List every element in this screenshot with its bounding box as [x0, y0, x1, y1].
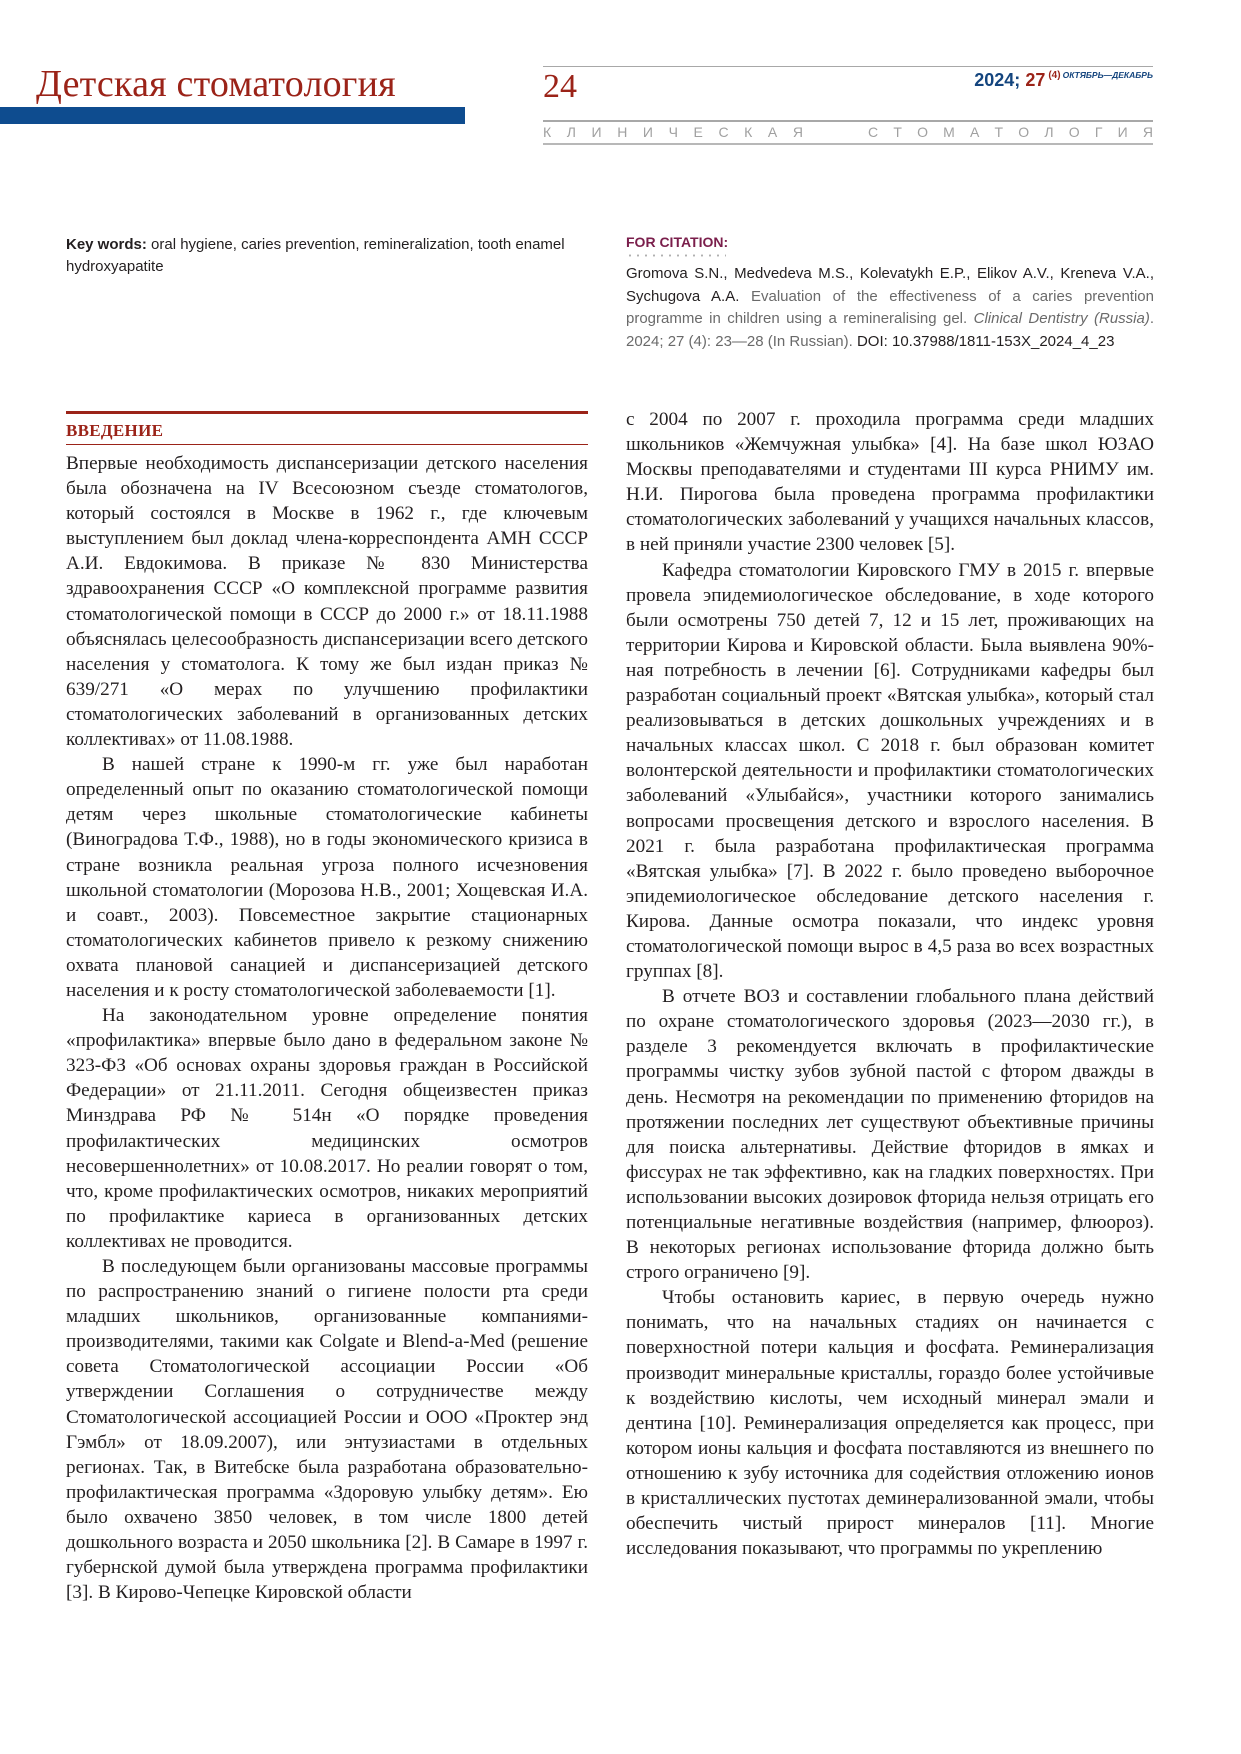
paragraph: В отчете ВОЗ и составлении глобального плана действий по охране стоматологического здоровья (2023—2030 гг.), в разделе 3 рекомендуется включать в профилактические программы чистку зубов зубной пастой с фтором дважды в день. Несмотря на рекомендации по применению фторидов на протяжении последних лет существуют объективные причины для поиска альтернативы. Действие фторидов в ямках и фиссурах не так эффективно, как на гладких поверхностях. При использовании высоких дозировок фторида нельзя отрицать его потенциальные негативные воздействия (например, флюороз). В некоторых регионах использование фторида должно быть строго ограничено [9]. [626, 986, 1154, 1284]
body-column-left [66, 451, 588, 1605]
brand-bar [0, 107, 465, 124]
running-head-right [868, 124, 1153, 140]
rh-letter: И [1117, 124, 1128, 140]
citation-authors: Gromova S.N., Medvedeva M.S., Kolevatykh E.P., Elikov A.V., Kreneva V.A., Sychugova A.A. [626, 265, 1154, 305]
rh-letter: Н [617, 124, 628, 140]
issue-year: 2024; [974, 70, 1021, 90]
rh-letter: Л [1044, 124, 1054, 140]
paragraph: В последующем были организованы массовые программы по распространению знаний о гигиене полости рта среди младших школьников, организованные компаниями-производителями, такими как Colgate и Blend-a-Med (решение совета Стоматологической ассоциации России «Об утверждении Соглашения о сотрудничестве между Стоматологической ассоциацией России и ООО «Проктер энд Гэмбл» от 18.09.2007), или энтузиастами в отдельных регионах. Так, в Витебске была разработана образовательно-профилактическая программа «Здоровую улыбку детям». Ею было охвачено 3850 человек, в том числе 1800 детей дошкольного возраста и 2050 школьника [2]. В Самаре в 1997 г. губернской думой была утверждена программа профилактики [3]. В Кирово-Чепецке Кировской области [66, 1256, 588, 1604]
section-rule [66, 411, 588, 414]
paragraph: с 2004 по 2007 г. проходила программа среди младших школьников «Жемчужная улыбка» [4]. На базе школ ЮЗАО Москвы преподавателями и студентами III курса РНИМУ им. Н.И. Пирогова была проведена программа профилактики стоматологических заболеваний у учащихся начальных классов, в ней приняли участие 2300 человек [5]. [626, 409, 1154, 556]
journal-title: Детская стоматология [36, 63, 396, 105]
running-head [543, 124, 1153, 140]
rh-letter: Я [1142, 124, 1153, 140]
rh-letter: О [1018, 124, 1030, 140]
rh-letter: О [917, 124, 928, 140]
keywords [66, 234, 596, 278]
rh-letter: Т [893, 124, 902, 140]
rh-letter: Е [693, 124, 703, 140]
page-number: 24 [543, 68, 577, 105]
citation-title: Evaluation of the effectiveness of a caries prevention programme in children using a remineralising gel. [626, 287, 1154, 327]
rh-letter: Т [994, 124, 1004, 140]
keywords-text: oral hygiene, caries prevention, remineralization, tooth enamel hydroxyapatite [66, 236, 565, 275]
rh-letter: И [642, 124, 653, 140]
rh-letter: А [970, 124, 980, 140]
issue-months: ОКТЯБРЬ—ДЕКАБРЬ [1062, 70, 1153, 80]
rh-letter: Л [566, 124, 576, 140]
issue-volume: 27 [1020, 70, 1046, 90]
paragraph: В нашей стране к 1990-м гг. уже был наработан определенный опыт по оказанию стоматологической помощи детям через школьные стоматологические кабинеты (Виноградова Т.Ф., 1988), но в годы экономического кризиса в стране возникла реальная угроза полного исчезновения школьной стоматологии (Морозова Н.В., 2001; Хощевская И.А. и соавт., 2003). Повсеместное закрытие стационарных стоматологических кабинетов привело к резкому снижению охвата плановой санацией и диспансеризацией детского населения и к росту стоматологической заболеваемости [1]. [66, 754, 588, 1001]
rh-letter: О [1068, 124, 1080, 140]
section-underline [66, 444, 588, 445]
citation-dotted-rule [626, 254, 726, 257]
rh-letter: С [868, 124, 879, 140]
issue-info [974, 70, 1153, 91]
paragraph: Чтобы остановить кариес, в первую очередь нужно понимать, что на начальных стадиях он начинается с поверхностной потери кальция и фосфата. Реминерализация производит минеральные кристаллы, гораздо более устойчивые к воздействию кислоты, чем исходный минерал эмали и дентина [10]. Реминерализация определяется как процесс, при котором ионы кальция и фосфата поставляются из внешнего по отношению к зубу источника для содействия отложению ионов в кристаллических пустотах деминерализованной эмали, чтобы обеспечить чистый прирост минералов [11]. Многие исследования показывают, что программы по укреплению [626, 1287, 1154, 1560]
running-head-left [543, 124, 803, 140]
header-rule-bottom [543, 143, 1153, 145]
citation-label: FOR CITATION: [626, 234, 729, 250]
paragraph: Кафедра стоматологии Кировского ГМУ в 2015 г. впервые провела эпидемиологическое обследование, в ходе которого были осмотрены 750 детей 7, 12 и 15 лет, проживающих на территории Кирова и Кировской области. Была выявлена 90%-ная потребность в лечении [6]. Сотрудниками кафедры был разработан социальный проект «Вятская улыбка», который стал реализовываться в детских дошкольных учреждениях и в начальных классах школ. С 2018 г. был образован комитет волонтерской деятельности и профилактики стоматологических заболеваний «Улыбайся», участники которого занимались вопросами просвещения детского и взрослого населения. В 2021 г. была разработана профилактическая программа «Вятская улыбка» [7]. В 2022 г. было проведено выборочное эпидемиологическое обследование детского населения г. Кирова. Данные осмотра показали, что индекс уровня стоматологической помощи вырос в 4,5 раза во всех возрастных группах [8]. [626, 559, 1154, 983]
rh-letter: Г [1094, 124, 1103, 140]
citation [626, 263, 1154, 353]
citation-journal: Clinical Dentistry (Russia) [973, 310, 1150, 327]
citation-doi[interactable]: DOI: 10.37988/1811-153X_2024_4_23 [856, 332, 1115, 350]
body-column-right [626, 407, 1154, 1561]
paragraph: Впервые необходимость диспансеризации детского населения была обозначена на IV Всесоюзном съезде стоматологов, который состоялся в Москве в 1962 г., где ключевым выступлением был доклад члена-корреспондента АМН СССР А.И. Евдокимова. В приказе № 830 Министерства здравоохранения СССР «О комплексной программе развития стоматологической помощи в СССР до 2000 г.» от 18.11.1988 объяснялась целесообразность диспансеризации всего детского населения у стоматолога. К тому же был издан приказ № 639/271 «О мерах по улучшению профилактики стоматологических заболеваний в организованных детских коллективах» от 11.08.1988. [66, 453, 588, 751]
issue-number: (4) [1048, 70, 1061, 81]
keywords-label: Key words: [66, 236, 147, 253]
section-title: ВВЕДЕНИЕ [66, 421, 164, 440]
rh-letter: Я [792, 124, 803, 140]
rh-letter: К [744, 124, 753, 140]
citation-details: . 2024; 27 (4): 23—28 (In Russian). [626, 310, 1155, 350]
rh-letter: Ч [668, 124, 678, 140]
rh-letter: И [591, 124, 602, 140]
rh-letter: К [543, 124, 552, 140]
rh-letter: А [767, 124, 778, 140]
paragraph: На законодательном уровне определение понятия «профилактика» впервые было дано в федеральном законе № 323-ФЗ «Об основах охраны здоровья граждан в Российской Федерации» от 21.11.2011. Сегодня общеизвестен приказ Минздрава РФ № 514н «О порядке проведения профилактических медицинских осмотров несовершеннолетних» от 10.08.2017. Но реалии говорят о том, что, кроме профилактических осмотров, никаких мероприятий по профилактике кариеса в организованных детских коллективах не проводится. [66, 1005, 588, 1252]
header-rule-middle [543, 120, 1153, 122]
header-rule-top [543, 66, 1153, 67]
rh-letter: М [943, 124, 955, 140]
rh-letter: С [718, 124, 729, 140]
